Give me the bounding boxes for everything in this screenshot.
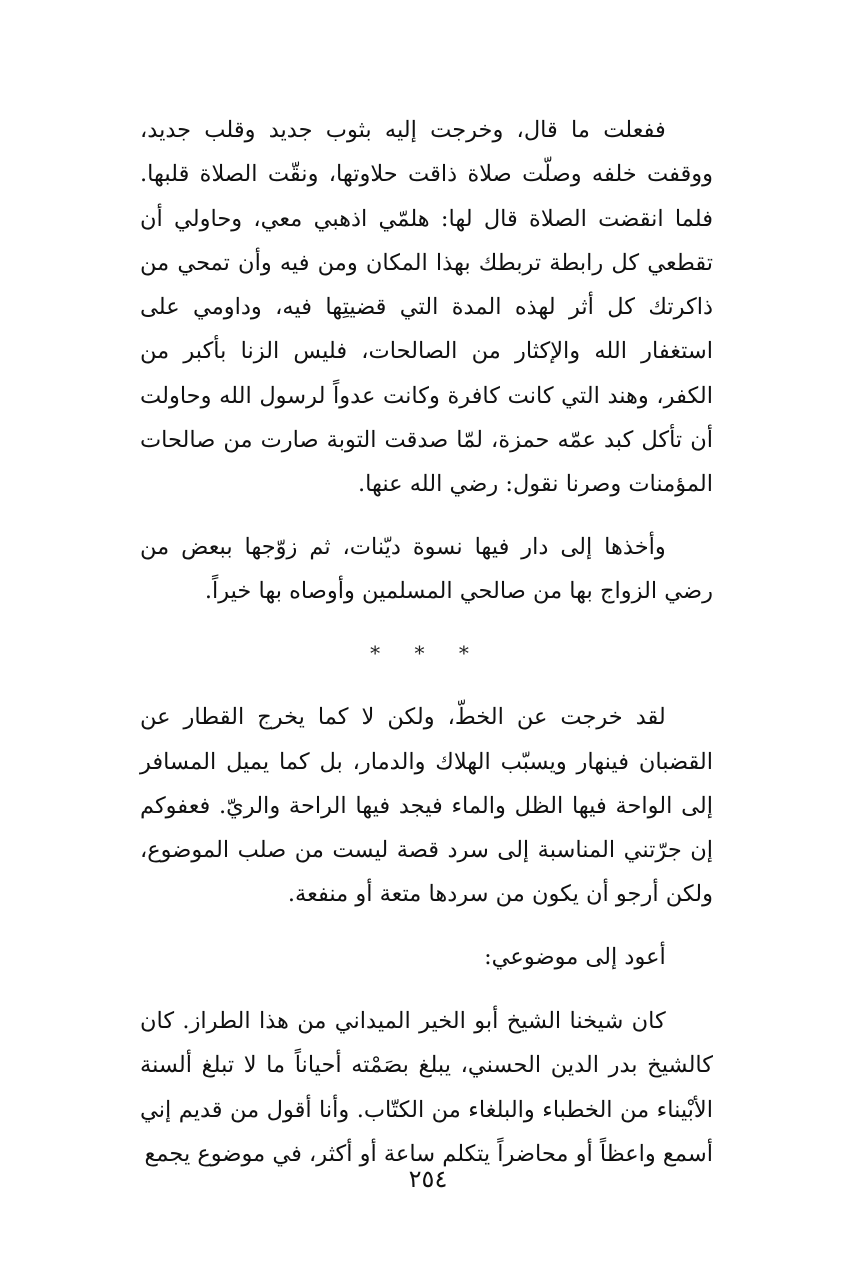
paragraph-sheikh-maydani: كان شيخنا الشيخ أبو الخير الميداني من هذا الطراز. كان كالشيخ بدر الدين الحسني، يبلغ بصَمْته أحياناً ما لا تبلغ ألسنة الأبْيناء من الخطباء والبلغاء من الكتّاب. وأنا أقول من قديم إني أسمع واعظاً أو محاضراً يتكلم ساعة أو أكثر، في موضوع يجمع: [140, 1008, 713, 1167]
page-number: ٢٥٤: [408, 1165, 448, 1193]
paragraph-prayer-story: ففعلت ما قال، وخرجت إليه بثوب جديد وقلب جديد، ووقفت خلفه وصلّت صلاة ذاقت حلاوتها، ونقّت الصلاة قلبها. فلما انقضت الصلاة قال لها: هلمّي اذهبي معي، وحاولي أن تقطعي كل رابطة تربطك بهذا المكان ومن فيه وأن تمحي من ذاكرتك كل أثر لهذه المدة التي قضيتِها فيه، وداومي على استغفار الله والإكثار من الصالحات، فليس الزنا بأكبر من الكفر، وهند التي كانت كافرة وكانت عدواً لرسول الله وحاولت أن تأكل كبد عمّه حمزة، لمّا صدقت التوبة صارت من صالحات المؤمنات وصرنا نقول: رضي الله عنها.: [140, 117, 713, 498]
page-body: [140, 108, 713, 1176]
paragraph-marriage: وأخذها إلى دار فيها نسوة ديّنات، ثم زوّجها ببعض من رضي الزواج بها من صالحي المسلمين وأوصاه بها خيراً.: [140, 533, 713, 604]
section-divider: * * *: [370, 641, 483, 666]
paragraph-return-to-topic: أعود إلى موضوعي:: [484, 943, 666, 970]
paragraph-digression: لقد خرجت عن الخطّ، ولكن لا كما يخرج القطار عن القضبان فينهار ويسبّب الهلاك والدمار، بل كما يميل المسافر إلى الواحة فيها الظل والماء فيجد فيها الراحة والريّ. فعفوكم إن جرّتني المناسبة إلى سرد قصة ليست من صلب الموضوع، ولكن أرجو أن يكون من سردها متعة أو منفعة.: [140, 704, 713, 908]
